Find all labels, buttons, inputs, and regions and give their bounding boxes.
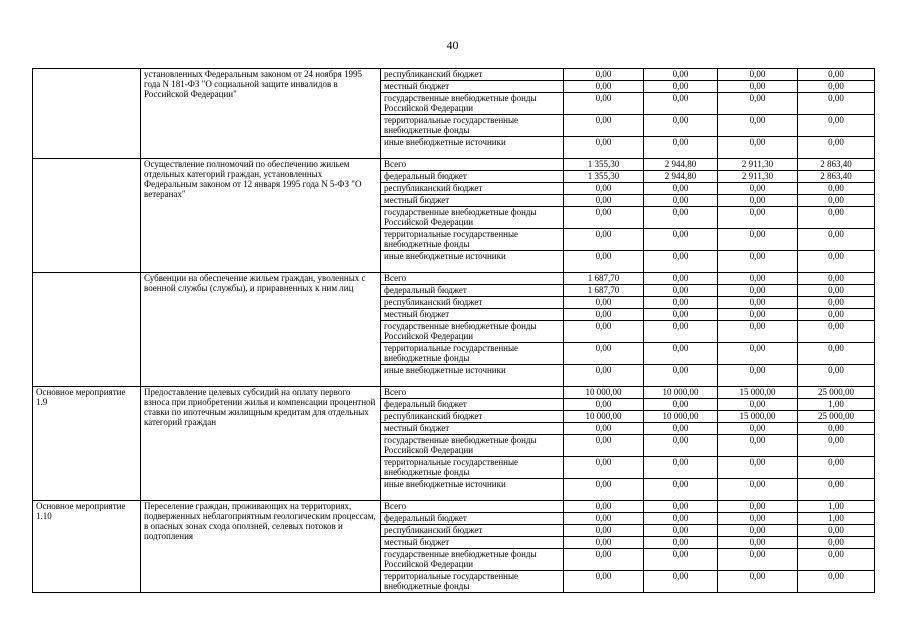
amount-cell-year-4: 0,00	[798, 423, 875, 435]
amount-cell-year-1: 0,00	[564, 81, 644, 93]
amount-cell-year-1: 0,00	[564, 297, 644, 309]
amount-cell-year-1: 0,00	[564, 229, 644, 251]
funding-source-cell: иные внебюджетные источники	[381, 479, 564, 501]
amount-cell-year-2: 0,00	[644, 435, 718, 457]
amount-cell-year-2: 0,00	[644, 423, 718, 435]
funding-source-cell: местный бюджет	[381, 195, 564, 207]
funding-source-cell: Всего	[381, 501, 564, 513]
amount-cell-year-2: 0,00	[644, 343, 718, 365]
table-row	[33, 159, 875, 171]
amount-cell-year-2: 0,00	[644, 457, 718, 479]
amount-cell-year-2: 0,00	[644, 285, 718, 297]
amount-cell-year-3: 0,00	[718, 297, 798, 309]
activity-name-cell: установленных Федеральным законом от 24 ноября 1995 года N 181-ФЗ "О социальной защите инвалидов в Российской Федерации"	[141, 69, 381, 159]
amount-cell-year-4: 0,00	[798, 571, 875, 593]
funding-source-cell: иные внебюджетные источники	[381, 137, 564, 159]
amount-cell-year-3: 0,00	[718, 549, 798, 571]
amount-cell-year-2: 0,00	[644, 115, 718, 137]
amount-cell-year-2: 0,00	[644, 137, 718, 159]
amount-cell-year-1: 0,00	[564, 537, 644, 549]
amount-cell-year-2: 2 944,80	[644, 171, 718, 183]
amount-cell-year-3: 15 000,00	[718, 411, 798, 423]
amount-cell-year-2: 0,00	[644, 365, 718, 387]
amount-cell-year-3: 0,00	[718, 285, 798, 297]
amount-cell-year-1: 0,00	[564, 365, 644, 387]
amount-cell-year-2: 0,00	[644, 571, 718, 593]
amount-cell-year-3: 0,00	[718, 513, 798, 525]
amount-cell-year-3: 0,00	[718, 69, 798, 81]
amount-cell-year-1: 0,00	[564, 321, 644, 343]
funding-source-cell: Всего	[381, 159, 564, 171]
amount-cell-year-3: 0,00	[718, 273, 798, 285]
activity-code-cell	[33, 69, 141, 159]
funding-source-cell: территориальные государственные внебюджетные фонды	[381, 571, 564, 593]
amount-cell-year-3: 0,00	[718, 435, 798, 457]
amount-cell-year-4: 0,00	[798, 321, 875, 343]
amount-cell-year-3: 2 911,30	[718, 159, 798, 171]
funding-source-cell: местный бюджет	[381, 309, 564, 321]
amount-cell-year-2: 10 000,00	[644, 387, 718, 399]
amount-cell-year-2: 0,00	[644, 93, 718, 115]
amount-cell-year-1: 1 355,30	[564, 159, 644, 171]
amount-cell-year-1: 0,00	[564, 399, 644, 411]
funding-source-cell: местный бюджет	[381, 423, 564, 435]
budget-table	[32, 68, 875, 593]
amount-cell-year-1: 10 000,00	[564, 411, 644, 423]
funding-source-cell: федеральный бюджет	[381, 285, 564, 297]
amount-cell-year-1: 0,00	[564, 423, 644, 435]
table-row	[33, 273, 875, 285]
amount-cell-year-4: 0,00	[798, 69, 875, 81]
funding-source-cell: территориальные государственные внебюджетные фонды	[381, 229, 564, 251]
amount-cell-year-2: 0,00	[644, 501, 718, 513]
activity-code-cell: Основное мероприятие 1.9	[33, 387, 141, 501]
amount-cell-year-3: 0,00	[718, 115, 798, 137]
amount-cell-year-3: 15 000,00	[718, 387, 798, 399]
amount-cell-year-4: 0,00	[798, 549, 875, 571]
amount-cell-year-3: 0,00	[718, 81, 798, 93]
amount-cell-year-1: 0,00	[564, 457, 644, 479]
funding-source-cell: государственные внебюджетные фонды Российской Федерации	[381, 207, 564, 229]
amount-cell-year-1: 0,00	[564, 115, 644, 137]
amount-cell-year-1: 0,00	[564, 343, 644, 365]
amount-cell-year-4: 0,00	[798, 457, 875, 479]
amount-cell-year-4: 25 000,00	[798, 411, 875, 423]
amount-cell-year-1: 10 000,00	[564, 387, 644, 399]
amount-cell-year-4: 0,00	[798, 81, 875, 93]
amount-cell-year-1: 1 687,70	[564, 285, 644, 297]
amount-cell-year-4: 0,00	[798, 297, 875, 309]
amount-cell-year-4: 0,00	[798, 285, 875, 297]
amount-cell-year-2: 0,00	[644, 537, 718, 549]
amount-cell-year-4: 0,00	[798, 537, 875, 549]
amount-cell-year-3: 0,00	[718, 501, 798, 513]
amount-cell-year-2: 0,00	[644, 81, 718, 93]
funding-source-cell: республиканский бюджет	[381, 183, 564, 195]
funding-source-cell: местный бюджет	[381, 81, 564, 93]
amount-cell-year-1: 0,00	[564, 183, 644, 195]
amount-cell-year-1: 0,00	[564, 525, 644, 537]
amount-cell-year-3: 0,00	[718, 365, 798, 387]
amount-cell-year-4: 2 863,40	[798, 159, 875, 171]
amount-cell-year-3: 0,00	[718, 93, 798, 115]
amount-cell-year-1: 0,00	[564, 309, 644, 321]
amount-cell-year-3: 0,00	[718, 537, 798, 549]
page-number: 40	[446, 38, 459, 52]
amount-cell-year-3: 0,00	[718, 321, 798, 343]
funding-source-cell: государственные внебюджетные фонды Российской Федерации	[381, 435, 564, 457]
amount-cell-year-3: 0,00	[718, 251, 798, 273]
activity-code-cell	[33, 159, 141, 273]
funding-source-cell: государственные внебюджетные фонды Российской Федерации	[381, 93, 564, 115]
amount-cell-year-3: 0,00	[718, 229, 798, 251]
amount-cell-year-3: 0,00	[718, 423, 798, 435]
amount-cell-year-2: 0,00	[644, 525, 718, 537]
amount-cell-year-2: 0,00	[644, 479, 718, 501]
funding-source-cell: территориальные государственные внебюджетные фонды	[381, 457, 564, 479]
amount-cell-year-1: 0,00	[564, 137, 644, 159]
amount-cell-year-2: 0,00	[644, 195, 718, 207]
amount-cell-year-4: 0,00	[798, 115, 875, 137]
amount-cell-year-1: 0,00	[564, 435, 644, 457]
activity-name-cell: Переселение граждан, проживающих на территориях, подверженных неблагоприятным геологическим процессам, в опасных зонах схода оползней, селевых потоков и подтопления	[141, 501, 381, 593]
amount-cell-year-1: 0,00	[564, 549, 644, 571]
amount-cell-year-4: 0,00	[798, 137, 875, 159]
amount-cell-year-2: 0,00	[644, 207, 718, 229]
funding-source-cell: Всего	[381, 273, 564, 285]
funding-source-cell: республиканский бюджет	[381, 69, 564, 81]
amount-cell-year-1: 0,00	[564, 501, 644, 513]
table-row	[33, 387, 875, 399]
amount-cell-year-2: 2 944,80	[644, 159, 718, 171]
amount-cell-year-1: 0,00	[564, 513, 644, 525]
activity-code-cell: Основное мероприятие 1.10	[33, 501, 141, 593]
amount-cell-year-3: 0,00	[718, 343, 798, 365]
funding-source-cell: Всего	[381, 387, 564, 399]
amount-cell-year-1: 0,00	[564, 207, 644, 229]
amount-cell-year-3: 0,00	[718, 571, 798, 593]
amount-cell-year-4: 1,00	[798, 399, 875, 411]
funding-source-cell: федеральный бюджет	[381, 513, 564, 525]
amount-cell-year-3: 0,00	[718, 207, 798, 229]
table-row	[33, 501, 875, 513]
amount-cell-year-3: 0,00	[718, 479, 798, 501]
amount-cell-year-1: 0,00	[564, 571, 644, 593]
amount-cell-year-4: 0,00	[798, 479, 875, 501]
amount-cell-year-4: 0,00	[798, 207, 875, 229]
amount-cell-year-3: 2 911,30	[718, 171, 798, 183]
amount-cell-year-2: 10 000,00	[644, 411, 718, 423]
amount-cell-year-1: 0,00	[564, 69, 644, 81]
amount-cell-year-4: 0,00	[798, 365, 875, 387]
funding-source-cell: государственные внебюджетные фонды Российской Федерации	[381, 321, 564, 343]
amount-cell-year-3: 0,00	[718, 525, 798, 537]
amount-cell-year-4: 25 000,00	[798, 387, 875, 399]
amount-cell-year-2: 0,00	[644, 309, 718, 321]
funding-source-cell: иные внебюджетные источники	[381, 251, 564, 273]
amount-cell-year-1: 1 355,30	[564, 171, 644, 183]
amount-cell-year-4: 0,00	[798, 229, 875, 251]
amount-cell-year-4: 2 863,40	[798, 171, 875, 183]
funding-source-cell: местный бюджет	[381, 537, 564, 549]
funding-source-cell: территориальные государственные внебюджетные фонды	[381, 343, 564, 365]
amount-cell-year-4: 0,00	[798, 343, 875, 365]
amount-cell-year-4: 0,00	[798, 309, 875, 321]
funding-source-cell: республиканский бюджет	[381, 297, 564, 309]
amount-cell-year-4: 0,00	[798, 183, 875, 195]
amount-cell-year-2: 0,00	[644, 229, 718, 251]
amount-cell-year-2: 0,00	[644, 297, 718, 309]
amount-cell-year-4: 1,00	[798, 501, 875, 513]
amount-cell-year-4: 0,00	[798, 273, 875, 285]
amount-cell-year-3: 0,00	[718, 137, 798, 159]
amount-cell-year-2: 0,00	[644, 513, 718, 525]
amount-cell-year-2: 0,00	[644, 273, 718, 285]
amount-cell-year-2: 0,00	[644, 399, 718, 411]
amount-cell-year-3: 0,00	[718, 457, 798, 479]
funding-source-cell: государственные внебюджетные фонды Российской Федерации	[381, 549, 564, 571]
activity-code-cell	[33, 273, 141, 387]
funding-source-cell: федеральный бюджет	[381, 171, 564, 183]
amount-cell-year-1: 0,00	[564, 479, 644, 501]
amount-cell-year-1: 0,00	[564, 251, 644, 273]
amount-cell-year-3: 0,00	[718, 183, 798, 195]
amount-cell-year-4: 0,00	[798, 251, 875, 273]
funding-source-cell: иные внебюджетные источники	[381, 365, 564, 387]
amount-cell-year-2: 0,00	[644, 251, 718, 273]
amount-cell-year-1: 0,00	[564, 93, 644, 115]
table-row	[33, 69, 875, 81]
amount-cell-year-3: 0,00	[718, 399, 798, 411]
funding-source-cell: федеральный бюджет	[381, 399, 564, 411]
amount-cell-year-2: 0,00	[644, 183, 718, 195]
funding-source-cell: республиканский бюджет	[381, 525, 564, 537]
amount-cell-year-4: 0,00	[798, 435, 875, 457]
amount-cell-year-2: 0,00	[644, 549, 718, 571]
amount-cell-year-4: 0,00	[798, 93, 875, 115]
amount-cell-year-4: 0,00	[798, 195, 875, 207]
funding-source-cell: республиканский бюджет	[381, 411, 564, 423]
activity-name-cell: Субвенции на обеспечение жильем граждан, уволенных с военной службы (службы), и приравненных к ним лиц	[141, 273, 381, 387]
amount-cell-year-3: 0,00	[718, 195, 798, 207]
amount-cell-year-2: 0,00	[644, 69, 718, 81]
budget-table-body	[33, 69, 875, 593]
funding-source-cell: территориальные государственные внебюджетные фонды	[381, 115, 564, 137]
amount-cell-year-4: 0,00	[798, 525, 875, 537]
activity-name-cell: Предоставление целевых субсидий на оплату первого взноса при приобретении жилья и компенсации процентной ставки по ипотечным жилищным кредитам для отдельных категорий граждан	[141, 387, 381, 501]
amount-cell-year-2: 0,00	[644, 321, 718, 343]
amount-cell-year-1: 0,00	[564, 195, 644, 207]
amount-cell-year-4: 1,00	[798, 513, 875, 525]
activity-name-cell: Осуществление полномочий по обеспечению жильем отдельных категорий граждан, установленных Федеральным законом от 12 января 1995 года N 5-ФЗ "О ветеранах"	[141, 159, 381, 273]
amount-cell-year-3: 0,00	[718, 309, 798, 321]
amount-cell-year-1: 1 687,70	[564, 273, 644, 285]
